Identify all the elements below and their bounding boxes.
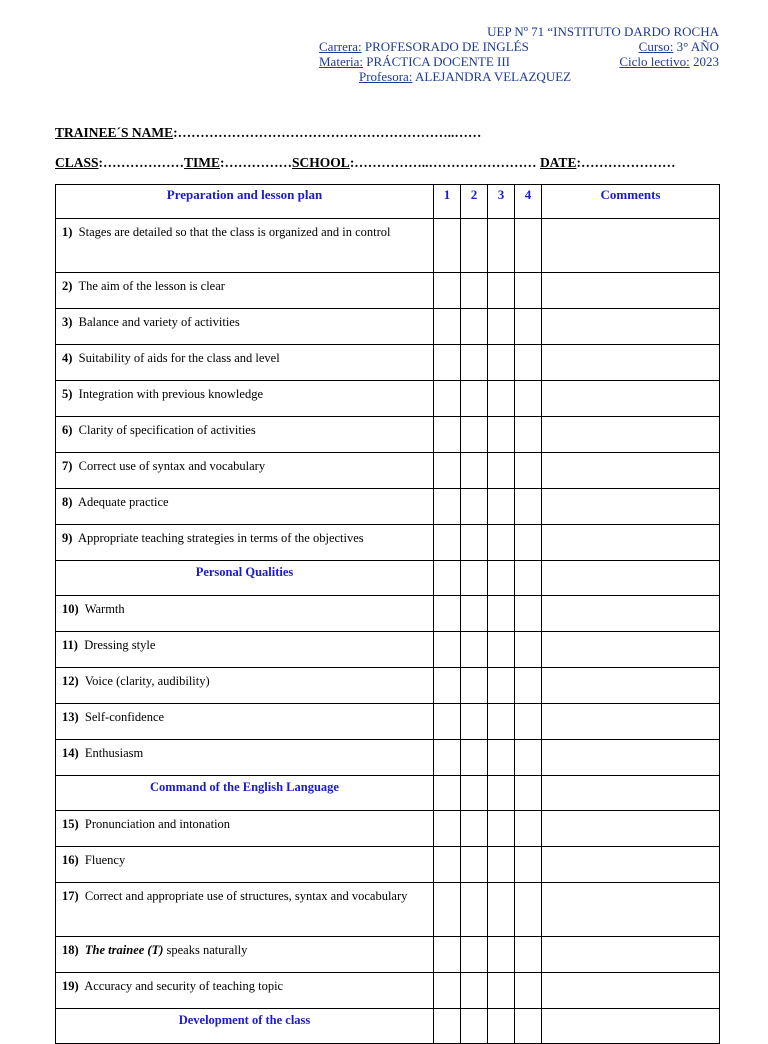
score-cell-1[interactable] xyxy=(434,740,461,776)
score-cell-3[interactable] xyxy=(488,776,515,811)
score-cell-3[interactable] xyxy=(488,453,515,489)
table-row xyxy=(56,525,720,561)
ciclo-value: 2023 xyxy=(693,54,719,69)
criterion-number: 5) xyxy=(62,387,73,401)
criterion-text: The aim of the lesson is clear xyxy=(78,279,225,293)
criterion-text: Integration with previous knowledge xyxy=(78,387,264,401)
score-cell-3[interactable] xyxy=(488,847,515,883)
score-cell-2[interactable] xyxy=(461,973,488,1009)
criterion-text: Appropriate teaching strategies in terms of the objectives xyxy=(77,531,364,545)
criterion-number: 1) xyxy=(62,225,73,239)
score-cell-2[interactable] xyxy=(461,632,488,668)
section-row xyxy=(56,1009,720,1044)
criterion-number: 18) xyxy=(62,943,79,957)
criterion-emphasis: The trainee (T) xyxy=(84,943,164,957)
criterion-number: 9) xyxy=(62,531,73,545)
comments-cell[interactable] xyxy=(542,776,720,811)
date-field[interactable]: :………………… xyxy=(576,155,676,170)
score-cell-4[interactable] xyxy=(515,973,542,1009)
score-cell-1[interactable] xyxy=(434,489,461,525)
table-row xyxy=(56,345,720,381)
table-row xyxy=(56,973,720,1009)
criterion-text: Clarity of specification of activities xyxy=(78,423,256,437)
score-cell-2[interactable] xyxy=(461,381,488,417)
score-cell-4[interactable] xyxy=(515,883,542,937)
score-cell-2[interactable] xyxy=(461,309,488,345)
score-cell-4[interactable] xyxy=(515,1009,542,1044)
table-row xyxy=(56,740,720,776)
score-cell-1[interactable] xyxy=(434,417,461,453)
score-cell-2[interactable] xyxy=(461,453,488,489)
trainee-name-field[interactable]: :……………………………………………………..…… xyxy=(173,125,482,140)
score-header-3: 3 xyxy=(488,185,515,219)
table-row xyxy=(56,883,720,937)
score-cell-2[interactable] xyxy=(461,525,488,561)
score-cell-4[interactable] xyxy=(515,525,542,561)
score-cell-4[interactable] xyxy=(515,632,542,668)
class-field[interactable]: :……………… xyxy=(98,155,185,170)
criterion-number: 6) xyxy=(62,423,73,437)
score-cell-2[interactable] xyxy=(461,811,488,847)
score-cell-4[interactable] xyxy=(515,381,542,417)
table-row xyxy=(56,381,720,417)
criterion-cell xyxy=(56,704,434,740)
criterion-text: Correct use of syntax and vocabulary xyxy=(78,459,266,473)
carrera-value: PROFESORADO DE INGLÉS xyxy=(364,39,529,54)
criterion-cell xyxy=(56,883,434,937)
criterion-number: 8) xyxy=(62,495,73,509)
criterion-number: 19) xyxy=(62,979,79,993)
class-info-line xyxy=(55,155,675,171)
score-cell-3[interactable] xyxy=(488,561,515,596)
criterion-text: Pronunciation and intonation xyxy=(84,817,231,831)
section-row xyxy=(56,561,720,596)
score-cell-1[interactable] xyxy=(434,811,461,847)
carrera-label: Carrera: xyxy=(319,39,362,54)
comments-cell[interactable] xyxy=(542,1009,720,1044)
criterion-cell xyxy=(56,740,434,776)
score-cell-3[interactable] xyxy=(488,704,515,740)
criterion-cell xyxy=(56,847,434,883)
score-cell-1[interactable] xyxy=(434,973,461,1009)
score-cell-3[interactable] xyxy=(488,345,515,381)
comments-cell[interactable] xyxy=(542,847,720,883)
criterion-number: 7) xyxy=(62,459,73,473)
criterion-number: 14) xyxy=(62,746,79,760)
table-row xyxy=(56,273,720,309)
score-cell-3[interactable] xyxy=(488,811,515,847)
evaluation-table-body xyxy=(56,219,720,1044)
criterion-text: Self-confidence xyxy=(84,710,165,724)
comments-cell[interactable] xyxy=(542,811,720,847)
score-cell-3[interactable] xyxy=(488,417,515,453)
criterion-text: Accuracy and security of teaching topic xyxy=(84,979,284,993)
table-row xyxy=(56,704,720,740)
score-cell-4[interactable] xyxy=(515,489,542,525)
score-cell-4[interactable] xyxy=(515,309,542,345)
comments-cell[interactable] xyxy=(542,381,720,417)
criterion-cell xyxy=(56,417,434,453)
school-field[interactable]: :……………..…………………… xyxy=(349,155,537,170)
score-cell-4[interactable] xyxy=(515,273,542,309)
score-cell-3[interactable] xyxy=(488,632,515,668)
score-header-4: 4 xyxy=(515,185,542,219)
comments-cell[interactable] xyxy=(542,937,720,973)
score-cell-2[interactable] xyxy=(461,937,488,973)
time-field[interactable]: :…………… xyxy=(220,155,293,170)
score-cell-2[interactable] xyxy=(461,345,488,381)
score-cell-2[interactable] xyxy=(461,596,488,632)
score-cell-2[interactable] xyxy=(461,489,488,525)
criterion-number: 3) xyxy=(62,315,73,329)
score-cell-1[interactable] xyxy=(434,561,461,596)
criterion-cell xyxy=(56,525,434,561)
criterion-text: Warmth xyxy=(84,602,125,616)
score-cell-1[interactable] xyxy=(434,219,461,273)
criterion-number: 16) xyxy=(62,853,79,867)
score-cell-4[interactable] xyxy=(515,417,542,453)
criterion-cell xyxy=(56,345,434,381)
score-cell-2[interactable] xyxy=(461,219,488,273)
score-cell-2[interactable] xyxy=(461,847,488,883)
institution-name: UEP Nº 71 “INSTITUTO DARDO ROCHA xyxy=(487,24,719,39)
comments-cell[interactable] xyxy=(542,561,720,596)
evaluation-table xyxy=(55,184,720,1044)
comments-cell[interactable] xyxy=(542,273,720,309)
comments-cell[interactable] xyxy=(542,453,720,489)
table-row xyxy=(56,937,720,973)
comments-cell[interactable] xyxy=(542,596,720,632)
comments-cell[interactable] xyxy=(542,309,720,345)
criterion-text: speaks naturally xyxy=(166,943,248,957)
score-cell-3[interactable] xyxy=(488,883,515,937)
section-row xyxy=(56,776,720,811)
comments-header: Comments xyxy=(542,185,720,219)
criterion-text: Enthusiasm xyxy=(84,746,144,760)
curso-value: 3° AÑO xyxy=(676,39,719,54)
comments-cell[interactable] xyxy=(542,525,720,561)
score-cell-1[interactable] xyxy=(434,596,461,632)
score-cell-4[interactable] xyxy=(515,561,542,596)
comments-cell[interactable] xyxy=(542,219,720,273)
criterion-text: Voice (clarity, audibility) xyxy=(84,674,210,688)
table-row xyxy=(56,632,720,668)
score-cell-1[interactable] xyxy=(434,937,461,973)
table-row xyxy=(56,596,720,632)
score-cell-2[interactable] xyxy=(461,740,488,776)
table-row xyxy=(56,847,720,883)
comments-cell[interactable] xyxy=(542,632,720,668)
score-cell-1[interactable] xyxy=(434,453,461,489)
criterion-number: 12) xyxy=(62,674,79,688)
score-cell-3[interactable] xyxy=(488,525,515,561)
document-header xyxy=(319,24,719,84)
score-cell-1[interactable] xyxy=(434,273,461,309)
criterion-cell xyxy=(56,489,434,525)
table-row xyxy=(56,489,720,525)
school-label: SCHOOL xyxy=(292,155,350,170)
score-cell-3[interactable] xyxy=(488,1009,515,1044)
score-cell-4[interactable] xyxy=(515,937,542,973)
comments-cell[interactable] xyxy=(542,668,720,704)
criterion-text: Adequate practice xyxy=(77,495,169,509)
score-cell-4[interactable] xyxy=(515,596,542,632)
ciclo-label: Ciclo lectivo: xyxy=(619,54,690,69)
score-cell-4[interactable] xyxy=(515,847,542,883)
score-cell-3[interactable] xyxy=(488,973,515,1009)
score-cell-3[interactable] xyxy=(488,740,515,776)
materia-value: PRÁCTICA DOCENTE III xyxy=(366,54,511,69)
section-header-command: Command of the English Language xyxy=(56,776,434,811)
comments-cell[interactable] xyxy=(542,417,720,453)
profesora-label: Profesora: xyxy=(359,69,413,84)
section-header-preparation: Preparation and lesson plan xyxy=(56,185,434,219)
score-cell-4[interactable] xyxy=(515,704,542,740)
comments-cell[interactable] xyxy=(542,883,720,937)
criterion-number: 17) xyxy=(62,889,79,903)
time-label: TIME xyxy=(184,155,221,170)
score-cell-4[interactable] xyxy=(515,740,542,776)
criterion-number: 10) xyxy=(62,602,79,616)
criterion-cell xyxy=(56,632,434,668)
score-cell-3[interactable] xyxy=(488,381,515,417)
criterion-number: 11) xyxy=(62,638,78,652)
criterion-number: 2) xyxy=(62,279,73,293)
score-cell-1[interactable] xyxy=(434,1009,461,1044)
score-cell-2[interactable] xyxy=(461,668,488,704)
section-header-personal: Personal Qualities xyxy=(56,561,434,596)
criterion-cell xyxy=(56,381,434,417)
score-cell-4[interactable] xyxy=(515,219,542,273)
comments-cell[interactable] xyxy=(542,489,720,525)
score-cell-2[interactable] xyxy=(461,1009,488,1044)
trainee-name-line[interactable] xyxy=(55,125,481,141)
table-row xyxy=(56,668,720,704)
score-cell-4[interactable] xyxy=(515,668,542,704)
profesora-value: ALEJANDRA VELAZQUEZ xyxy=(414,69,572,84)
score-cell-2[interactable] xyxy=(461,417,488,453)
comments-cell[interactable] xyxy=(542,973,720,1009)
score-cell-2[interactable] xyxy=(461,561,488,596)
score-cell-1[interactable] xyxy=(434,883,461,937)
criterion-text: Balance and variety of activities xyxy=(78,315,240,329)
table-row xyxy=(56,811,720,847)
score-cell-4[interactable] xyxy=(515,453,542,489)
score-header-2: 2 xyxy=(461,185,488,219)
trainee-name-label: TRAINEE´S NAME xyxy=(55,125,174,140)
criterion-number: 15) xyxy=(62,817,79,831)
criterion-text: Suitability of aids for the class and level xyxy=(78,351,280,365)
criterion-text: Fluency xyxy=(84,853,126,867)
score-cell-4[interactable] xyxy=(515,776,542,811)
criterion-number: 4) xyxy=(62,351,73,365)
materia-label: Materia: xyxy=(319,54,364,69)
score-header-1: 1 xyxy=(434,185,461,219)
score-cell-3[interactable] xyxy=(488,309,515,345)
criterion-cell xyxy=(56,219,434,273)
score-cell-2[interactable] xyxy=(461,776,488,811)
criterion-cell xyxy=(56,811,434,847)
score-cell-1[interactable] xyxy=(434,345,461,381)
score-cell-1[interactable] xyxy=(434,632,461,668)
score-cell-3[interactable] xyxy=(488,596,515,632)
criterion-cell xyxy=(56,453,434,489)
table-row xyxy=(56,417,720,453)
criterion-cell xyxy=(56,937,434,973)
criterion-cell xyxy=(56,596,434,632)
score-cell-3[interactable] xyxy=(488,668,515,704)
date-label: DATE xyxy=(539,155,577,170)
score-cell-3[interactable] xyxy=(488,219,515,273)
class-label: CLASS xyxy=(55,155,99,170)
criterion-cell xyxy=(56,973,434,1009)
score-cell-2[interactable] xyxy=(461,704,488,740)
comments-cell[interactable] xyxy=(542,704,720,740)
comments-cell[interactable] xyxy=(542,740,720,776)
comments-cell[interactable] xyxy=(542,345,720,381)
table-row xyxy=(56,453,720,489)
score-cell-1[interactable] xyxy=(434,381,461,417)
criterion-cell xyxy=(56,273,434,309)
curso-label: Curso: xyxy=(638,39,674,54)
score-cell-1[interactable] xyxy=(434,309,461,345)
score-cell-3[interactable] xyxy=(488,489,515,525)
score-cell-3[interactable] xyxy=(488,273,515,309)
score-cell-1[interactable] xyxy=(434,776,461,811)
criterion-cell xyxy=(56,309,434,345)
criterion-cell xyxy=(56,668,434,704)
score-cell-4[interactable] xyxy=(515,811,542,847)
score-cell-3[interactable] xyxy=(488,937,515,973)
score-cell-4[interactable] xyxy=(515,345,542,381)
score-cell-2[interactable] xyxy=(461,883,488,937)
table-row xyxy=(56,219,720,273)
score-cell-1[interactable] xyxy=(434,525,461,561)
section-header-development: Development of the class xyxy=(56,1009,434,1044)
criterion-text: Stages are detailed so that the class is organized and in control xyxy=(78,225,391,239)
criterion-text: Dressing style xyxy=(84,638,156,652)
criterion-number: 13) xyxy=(62,710,79,724)
table-row xyxy=(56,309,720,345)
score-cell-1[interactable] xyxy=(434,668,461,704)
score-cell-1[interactable] xyxy=(434,847,461,883)
criterion-text: Correct and appropriate use of structures, syntax and vocabulary xyxy=(84,889,408,903)
score-cell-2[interactable] xyxy=(461,273,488,309)
score-cell-1[interactable] xyxy=(434,704,461,740)
